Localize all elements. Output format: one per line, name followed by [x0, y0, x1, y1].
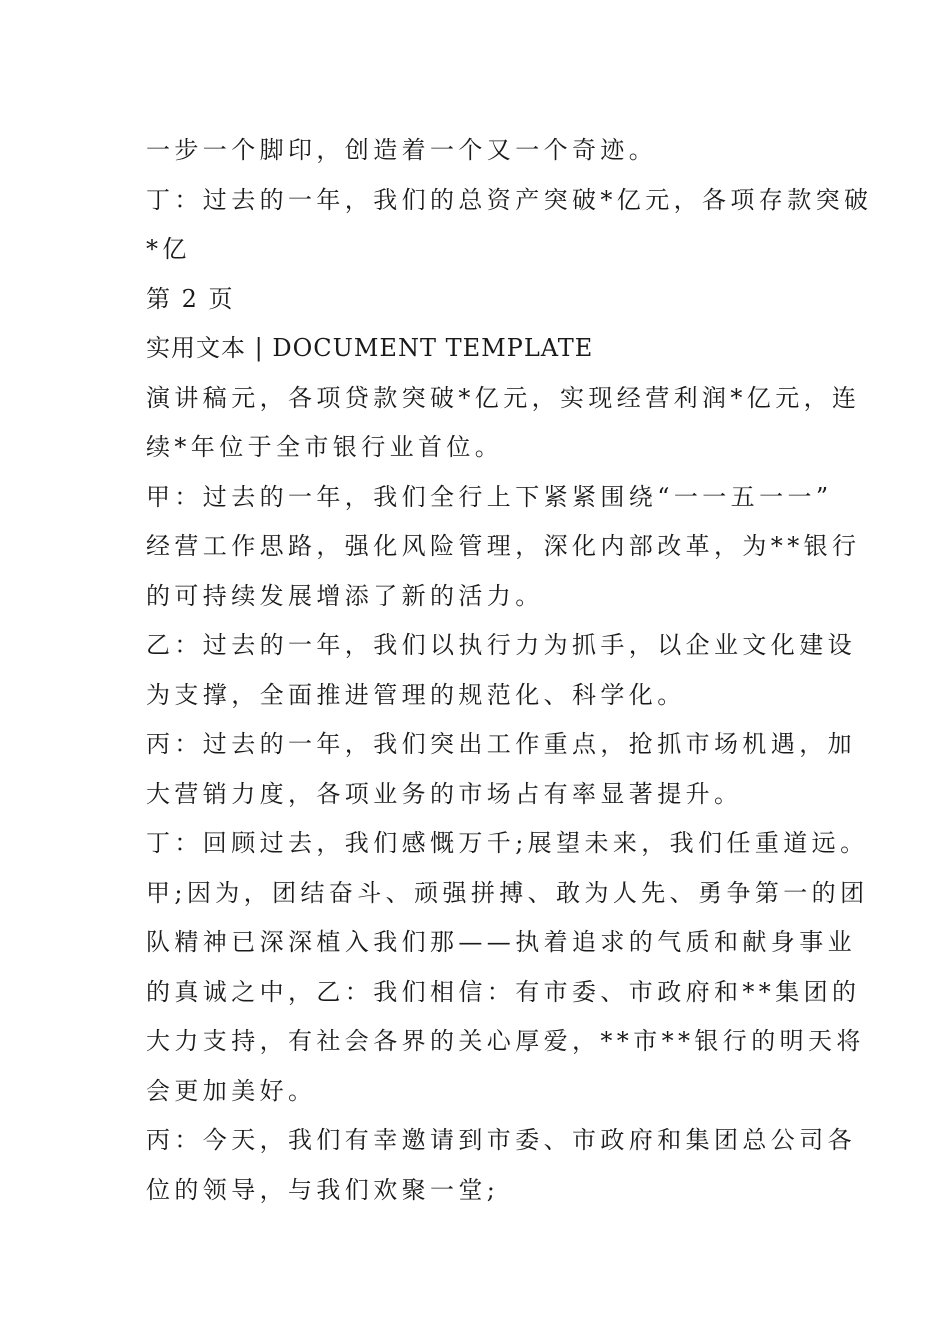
body-line: 演讲稿元，各项贷款突破*亿元，实现经营利润*亿元，连: [146, 383, 861, 412]
body-line: 经营工作思路，强化风险管理，深化内部改革，为**银行: [146, 532, 861, 560]
body-line: 甲：过去的一年，我们全行上下紧紧围绕“一一五一一”: [146, 482, 833, 511]
body-line: 大力支持，有社会各界的关心厚爱，**市**银行的明天将: [146, 1027, 865, 1055]
body-line: 为支撑，全面推进管理的规范化、科学化。: [146, 680, 686, 709]
body-line: 丁：过去的一年，我们的总资产突破*亿元，各项存款突破: [146, 185, 873, 214]
body-line: 一步一个脚印，创造着一个又一个奇迹。: [146, 136, 658, 164]
body-line: 甲;因为，团结奋斗、顽强拼搏、敢为人先、勇争第一的团: [146, 878, 869, 907]
body-line: 续*年位于全市银行业首位。: [146, 433, 504, 461]
body-line: 丙：过去的一年，我们突出工作重点，抢抓市场机遇，加: [146, 730, 856, 758]
page-number: 第 2 页: [146, 284, 235, 313]
body-line: 丙：今天，我们有幸邀请到市委、市政府和集团总公司各: [146, 1126, 856, 1154]
body-line: 位的领导，与我们欢聚一堂;: [146, 1175, 500, 1204]
document-body: [146, 126, 873, 1215]
body-line: 队精神已深深植入我们那——执着追求的气质和献身事业: [146, 928, 856, 956]
body-line: 乙：过去的一年，我们以执行力为抓手，以企业文化建设: [146, 631, 856, 659]
body-line: 大营销力度，各项业务的市场占有率显著提升。: [146, 779, 743, 808]
body-line: 丁：回顾过去，我们感慨万千;展望未来，我们任重道远。: [146, 829, 869, 857]
body-line: *亿: [146, 235, 191, 263]
body-line: 的真诚之中，乙：我们相信：有市委、市政府和**集团的: [146, 977, 861, 1006]
page-header: 实用文本 | DOCUMENT TEMPLATE: [146, 334, 594, 362]
body-line: 的可持续发展增添了新的活力。: [146, 581, 544, 610]
body-line: 会更加美好。: [146, 1076, 317, 1105]
